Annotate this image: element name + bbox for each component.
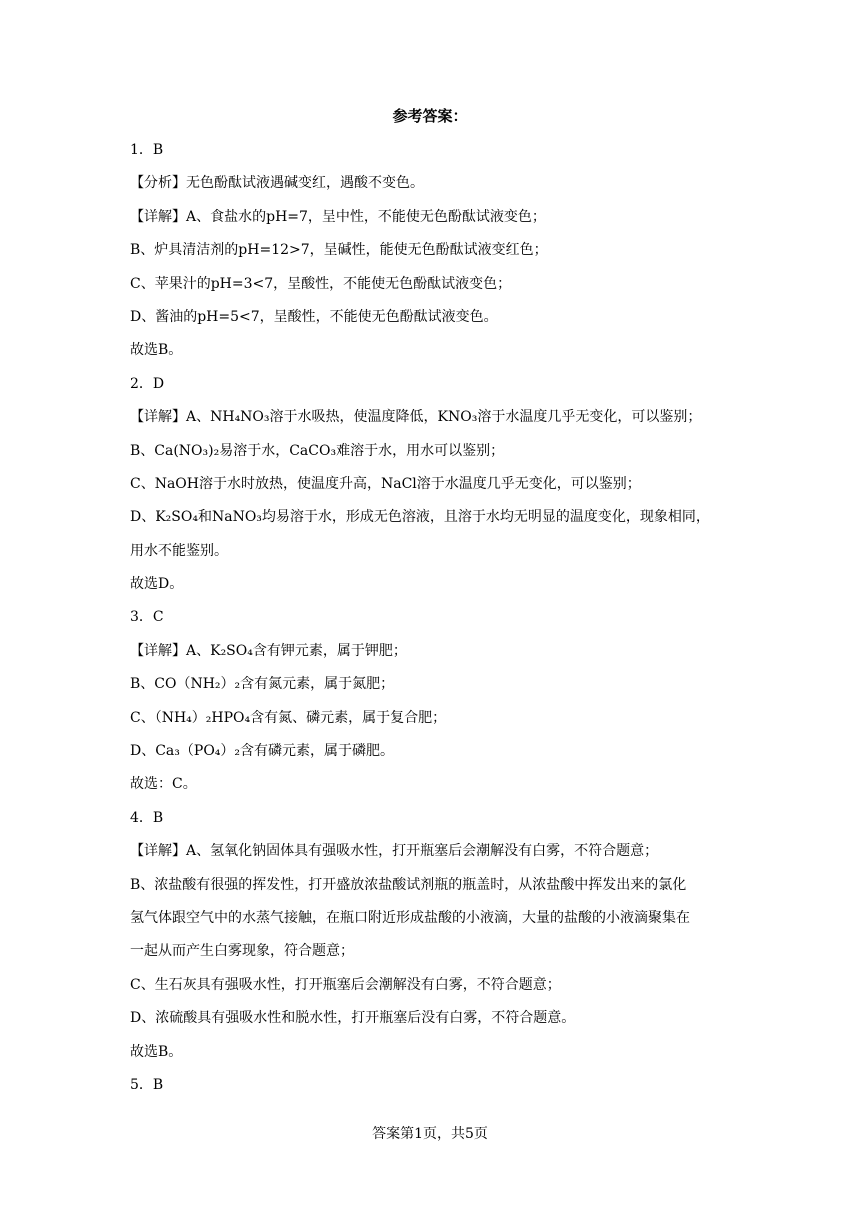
text-line: B、炉具清洁剂的pH=12>7，呈碱性，能使无色酚酞试液变红色； <box>130 242 548 259</box>
text-line: 1．B <box>130 142 164 158</box>
text-line: 5．B <box>130 1076 164 1093</box>
text-line: C、苹果汁的pH=3<7，呈酸性，不能使无色酚酞试液变色； <box>130 275 512 292</box>
text-line: 故选B。 <box>130 1043 183 1060</box>
text-line: 【详解】A、NH₄NO₃溶于水吸热，使温度降低，KNO₃溶于水温度几乎无变化，可以鉴别； <box>130 409 702 426</box>
text-line: 故选D。 <box>130 576 184 593</box>
text-line: C、生石灰具有强吸水性，打开瓶塞后会潮解没有白雾，不符合题意； <box>130 976 561 993</box>
answer-content <box>130 134 740 1102</box>
text-line: C、（NH₄）₂HPO₄含有氮、磷元素，属于复合肥； <box>130 709 447 726</box>
text-line: 故选B。 <box>130 342 183 359</box>
text-line: 【详解】A、食盐水的pH=7，呈中性，不能使无色酚酞试液变色； <box>130 208 546 225</box>
text-line: C、NaOH溶于水时放热，使温度升高，NaCl溶于水温度几乎无变化，可以鉴别； <box>130 475 641 492</box>
text-line: 3．C <box>130 609 164 626</box>
text-line: 2．D <box>130 375 165 392</box>
text-line: 用水不能鉴别。 <box>130 542 228 559</box>
text-line: 4．B <box>130 809 164 826</box>
text-line: B、Ca(NO₃)₂易溶于水，CaCO₃难溶于水，用水可以鉴别； <box>130 442 505 459</box>
text-line: 【分析】无色酚酞试液遇碱变红，遇酸不变色。 <box>130 175 424 192</box>
page-footer: 答案第1页，共5页 <box>372 1126 488 1142</box>
text-line: D、浓硫酸具有强吸水性和脱水性，打开瓶塞后没有白雾，不符合题意。 <box>130 1010 576 1027</box>
text-line: 氢气体跟空气中的水蒸气接触，在瓶口附近形成盐酸的小液滴，大量的盐酸的小液滴聚集在 <box>130 909 690 926</box>
text-line: 【详解】A、氢氧化钠固体具有强吸水性，打开瓶塞后会潮解没有白雾，不符合题意； <box>130 843 659 860</box>
text-line: B、CO（NH₂）₂含有氮元素，属于氮肥； <box>130 676 395 693</box>
text-line: 一起从而产生白雾现象，符合题意； <box>130 943 354 960</box>
text-line: D、酱油的pH=5<7，呈酸性，不能使无色酚酞试液变色。 <box>130 308 498 325</box>
text-line: 故选：C。 <box>130 776 197 793</box>
text-line: D、K₂SO₄和NaNO₃均易溶于水，形成无色溶液，且溶于水均无明显的温度变化，现象相同， <box>130 509 710 526</box>
text-line: 【详解】A、K₂SO₄含有钾元素，属于钾肥； <box>130 642 407 659</box>
text-line: D、Ca₃（PO₄）₂含有磷元素，属于磷肥。 <box>130 743 395 760</box>
text-line: B、浓盐酸有很强的挥发性，打开盛放浓盐酸试剂瓶的瓶盖时，从浓盐酸中挥发出来的氯化 <box>130 876 687 893</box>
page-title: 参考答案： <box>392 107 468 125</box>
